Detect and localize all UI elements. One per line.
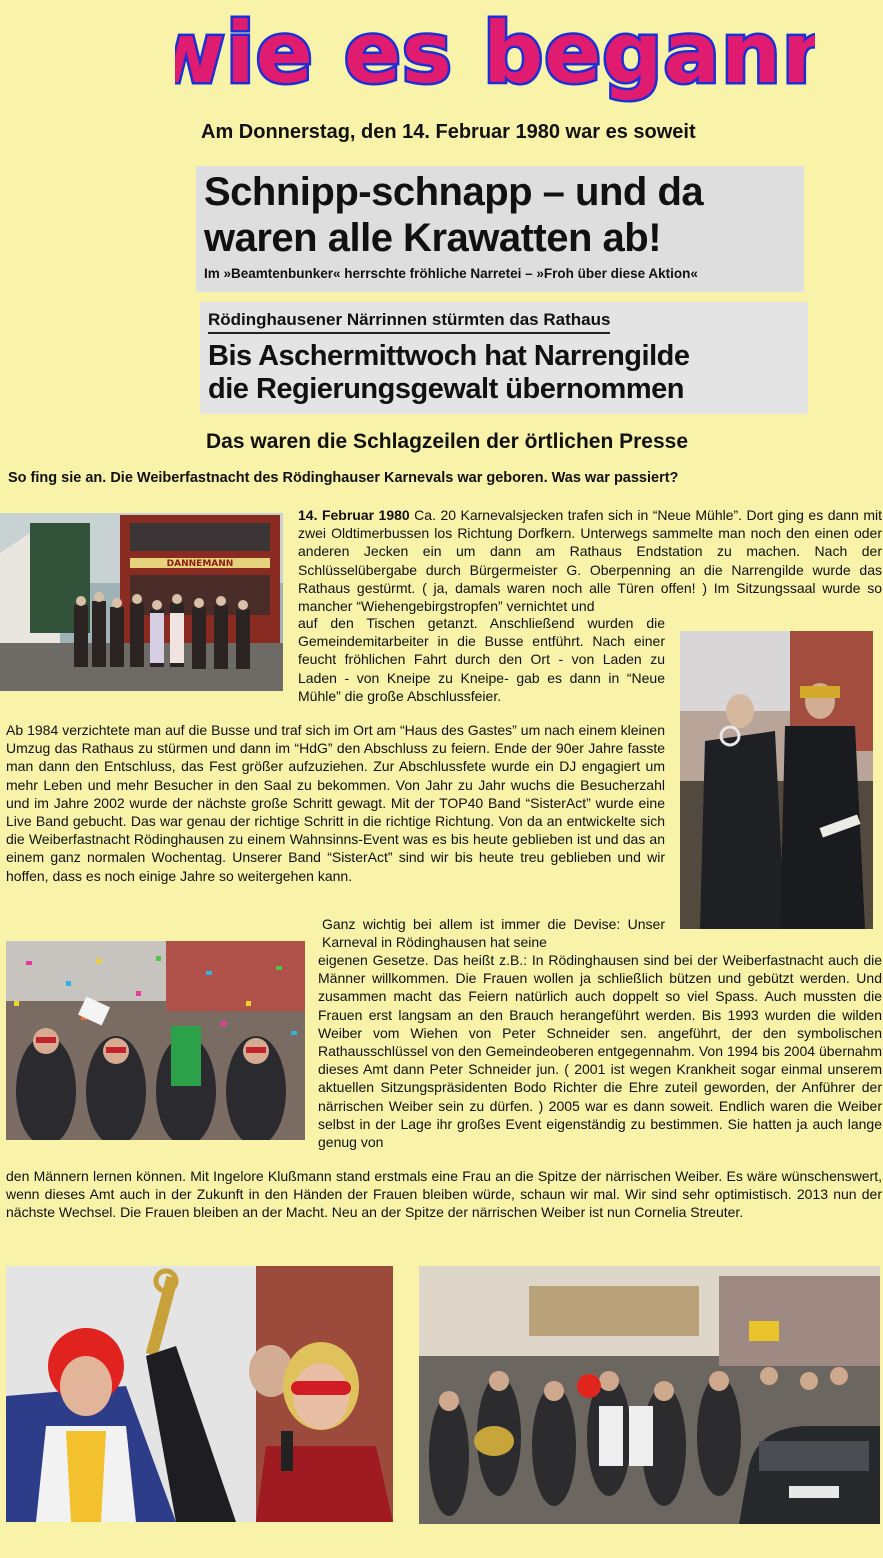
photo-clown-with-key	[6, 1266, 393, 1522]
clipping-1-subline: Im »Beamtenbunker« herrschte fröhliche Narretei – »Froh über diese Aktion«	[204, 266, 698, 281]
paragraph-devise-end: den Männern lernen können. Mit Ingelore Klußmann stand erstmals eine Frau an die Spitze der närrischen Weiber. Es wäre wünschenswert, wenn dieses Amt auch in der Zukunft in den Händen der Frauen bleiben würde, schaun wir mal. Wir sind sehr optimistisch. 2013 nun der nächste Wechsel. Die Frauen bleiben an der Macht. Neu an der Spitze der närrischen Weiber ist nun Cornelia Streuter.	[6, 1168, 882, 1221]
paragraph-1980	[298, 506, 882, 615]
press-caption: Das waren die Schlagzeilen der örtlichen Presse	[206, 430, 689, 453]
photo-parade-crowd	[419, 1266, 880, 1524]
newspaper-clipping-2	[200, 302, 808, 414]
paragraph-1984: Ab 1984 verzichtete man auf die Busse und traf sich im Ort am “Haus des Gastes” um nach einem kleinen Umzug das Rathaus zu stürmen und dann im “HdG” den Abschluss zu feiern. Ende der 90er Jahre fasste man dann den Entschluss, das Fest größer aufzuziehen. Zur Abschlussfete wurde ein DJ engagiert um mehr Leben und mehr Besucher in den Saal zu bekommen. Von Jahr zu Jahr wuchs die Besucherzahl und im Jahre 2002 wurde der nächste große Schritt gewagt. Mit der TOP40 Band “SisterAct” wurde eine Live Band gebucht. Das war genau der richtige Schritt in die richtige Richtung. Von da an entwickelte sich die Weiberfastnacht Rödinghausen zu einem Wahnsinns-Event was es bis heute geblieben ist und das an einem ganz normalen Wochentag. Unserer Band “SisterAct” sind wir bis heute treu geblieben und wir hoffen, dass es noch einige Jahre so weitergehen kann.	[6, 722, 665, 884]
paragraph-devise-start: Ganz wichtig bei allem ist immer die Devise: Unser Karneval in Rödinghausen hat seine	[322, 916, 665, 951]
clipping-2-headline-line2: die Regierungsgewalt übernommen	[208, 373, 684, 405]
newspaper-clipping-1	[196, 166, 804, 292]
paragraph-devise-body: eigenen Gesetze. Das heißt z.B.: In Rödinghausen sind bei der Weiberfastnacht auch die Männer willkommen. Die Frauen wollen ja schließlich bützen und gebützt werden. Und zusammen macht das Feiern natürlich auch doppelt so viel Spass. Auch mussten die Frauen erst langsam an den Brauch herangeführt werden. Bis 1993 wurden die wilden Weiber vom Wiehen von Peter Schneider sen. angeführt, der den symbolischen Rathausschlüssel von den Gemeindeoberen entgegennahm. Von 1994 bis 2004 übernahm dieses Amt dann Peter Schneider jun. ( 2001 ist wegen Krankheit sogar einmal unserem aktuellen Sitzungspräsidenten Bodo Richter die Ehre zuteil geworden, der Anführer der närrischen Weiber sein zu dürfen. ) 2005 war es dann soweit. Endlich waren die Weiber selbst in der Lage ihr großes Event eigenständig zu bestimmen. Sie hatten ja auch lange genug von	[318, 952, 882, 1151]
clipping-1-headline-line1: Schnipp-schnapp – und da	[204, 170, 704, 214]
photo-key-handover	[680, 631, 873, 929]
paragraph-1980-date: 14. Februar 1980	[298, 507, 410, 523]
clipping-2-kicker: Rödinghausener Närrinnen stürmten das Rathaus	[208, 310, 610, 334]
page-title-logo	[175, 0, 815, 106]
date-heading: Am Donnerstag, den 14. Februar 1980 war es soweit	[201, 121, 696, 143]
clipping-1-headline-line2: waren alle Krawatten ab!	[204, 216, 662, 260]
clipping-2-headline-line1: Bis Aschermittwoch hat Narrengilde	[208, 340, 690, 372]
intro-text: So fing sie an. Die Weiberfastnacht des Rödinghauser Karnevals war geboren. Was war passiert?	[8, 470, 679, 486]
photo-buses-1980	[0, 513, 283, 691]
bus-sign-text: DANNEMANN	[166, 559, 234, 569]
photo-confetti-crowd	[6, 941, 305, 1140]
page-title: wie es begann	[175, 4, 815, 102]
paragraph-1980-continuation: auf den Tischen getanzt. Anschließend wurden die Gemeindemitarbeiter in die Busse entführt. Nach einer feucht fröhlichen Fahrt durch den Ort - von Laden zu Laden - von Kneipe zu Kneipe- gab es dann in “Neue Mühle” die große Abschlussfeier.	[298, 615, 665, 704]
paragraph-1980-text: Ca. 20 Karnevalsjecken trafen sich in “Neue Mühle”. Dort ging es dann mit zwei Oldtimerbussen los Richtung Dorfkern. Unterwegs sammelte man noch den einen oder anderen Jecken ein um dann am Rathaus Endstation zu machen. Nach der Schlüsselübergabe durch Bürgermeister G. Oberpenning an die Narrengilde wurde das Rathaus gestürmt. ( ja, damals waren noch alle Türen offen! ) Im Sitzungssaal wurde so mancher “Wiehengebirgstropfen” vernichtet und	[298, 507, 882, 615]
